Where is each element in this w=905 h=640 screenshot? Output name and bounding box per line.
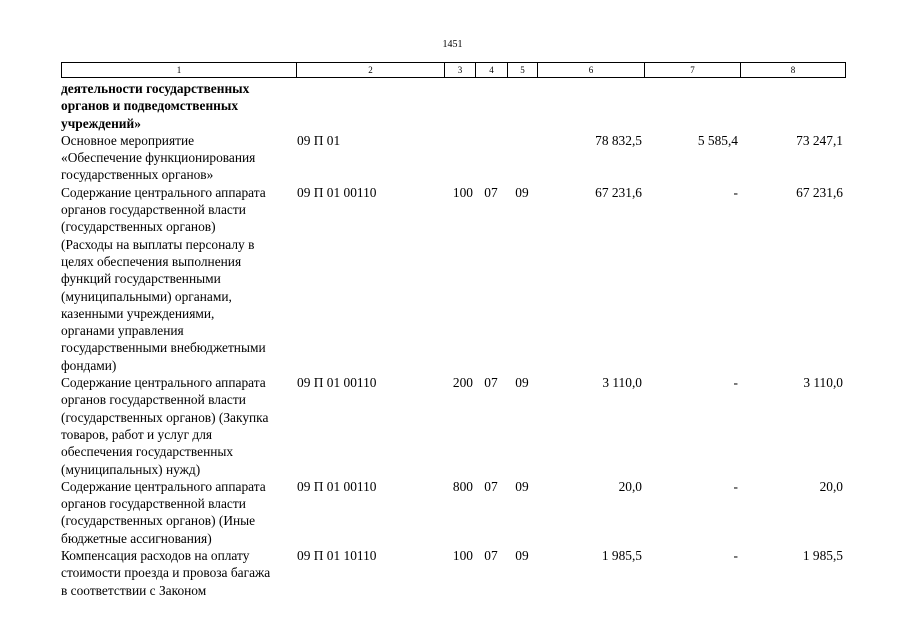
row-name: Содержание центрального аппарата органов государственной власти (государственных органов) (Закупка товаров, работ и услуг для обеспечения государственных (муниципальных) нужд) [61,375,269,477]
column-number-header [61,62,846,78]
row-col-5: 09 [515,184,529,200]
row-col-6: 3 110,0 [602,375,642,391]
row-col-8: 20,0 [819,478,843,494]
table-row [61,80,845,132]
row-col-3: 200 [452,375,473,391]
row-col-4 [475,132,507,184]
row-col-8: 67 231,6 [796,184,843,200]
row-col-3: 100 [452,548,473,564]
table-row [61,374,845,478]
row-col-4: 07 [484,478,498,494]
row-col-6: 1 985,5 [601,548,642,564]
header-col-8: 8 [741,63,846,78]
header-col-2: 2 [297,63,445,78]
row-name: Компенсация расходов на оплату стоимости проезда и провоза багажа в соответствии с Законом [61,548,271,598]
budget-table [61,80,845,599]
row-col-7: - [733,184,738,200]
row-code [296,80,444,132]
row-name: Содержание центрального аппарата органов государственной власти (государственных органов) (Иные бюджетные ассигнования) [61,478,266,546]
row-code: 09 П 01 00110 [297,184,377,200]
table-row [61,132,845,184]
row-col-3 [444,132,475,184]
row-col-7: - [733,375,738,391]
row-col-3 [444,80,475,132]
page-number: 1451 [442,39,463,50]
table-row [61,547,845,599]
row-col-7: - [733,548,738,564]
row-col-8: 1 985,5 [802,548,843,564]
row-col-6: 78 832,5 [595,132,642,148]
row-name: Содержание центрального аппарата органов государственной власти (государственных органов) (Расходы на выплаты персоналу в целях обеспечения выполнения функций государственными (муниципальными) органами, казенными учреждениями, органами управления государственными внебюджетными фондами) [61,184,266,373]
header-col-3: 3 [445,63,476,78]
row-col-7 [644,80,740,132]
row-col-4 [475,80,507,132]
header-col-1: 1 [62,63,297,78]
row-code: 09 П 01 10110 [297,548,377,564]
header-col-7: 7 [645,63,741,78]
header-col-5: 5 [508,63,538,78]
row-col-7: - [733,478,738,494]
row-col-8 [740,80,845,132]
row-col-6 [537,80,644,132]
row-col-4: 07 [484,184,498,200]
row-col-8: 73 247,1 [796,132,843,148]
row-col-5 [507,132,537,184]
table-row [61,184,845,374]
row-col-8: 3 110,0 [803,375,843,391]
row-col-3: 100 [452,184,473,200]
header-col-4: 4 [476,63,508,78]
header-col-6: 6 [538,63,645,78]
row-col-5: 09 [515,548,529,564]
row-code: 09 П 01 00110 [297,478,377,494]
row-col-5: 09 [515,478,529,494]
row-col-4: 07 [484,375,498,391]
row-name: Основное мероприятие «Обеспечение функционирования государственных органов» [61,132,256,183]
table-row [61,478,845,547]
row-code: 09 П 01 [297,132,341,148]
row-code: 09 П 01 00110 [297,375,377,391]
row-col-7: 5 585,4 [697,132,738,148]
row-col-3: 800 [452,478,473,494]
row-col-6: 20,0 [618,478,642,494]
row-col-5 [507,80,537,132]
row-name: деятельности государственных органов и подведомственных учреждений» [61,81,250,131]
row-col-6: 67 231,6 [595,184,642,200]
row-col-4: 07 [484,548,498,564]
row-col-5: 09 [515,375,529,391]
